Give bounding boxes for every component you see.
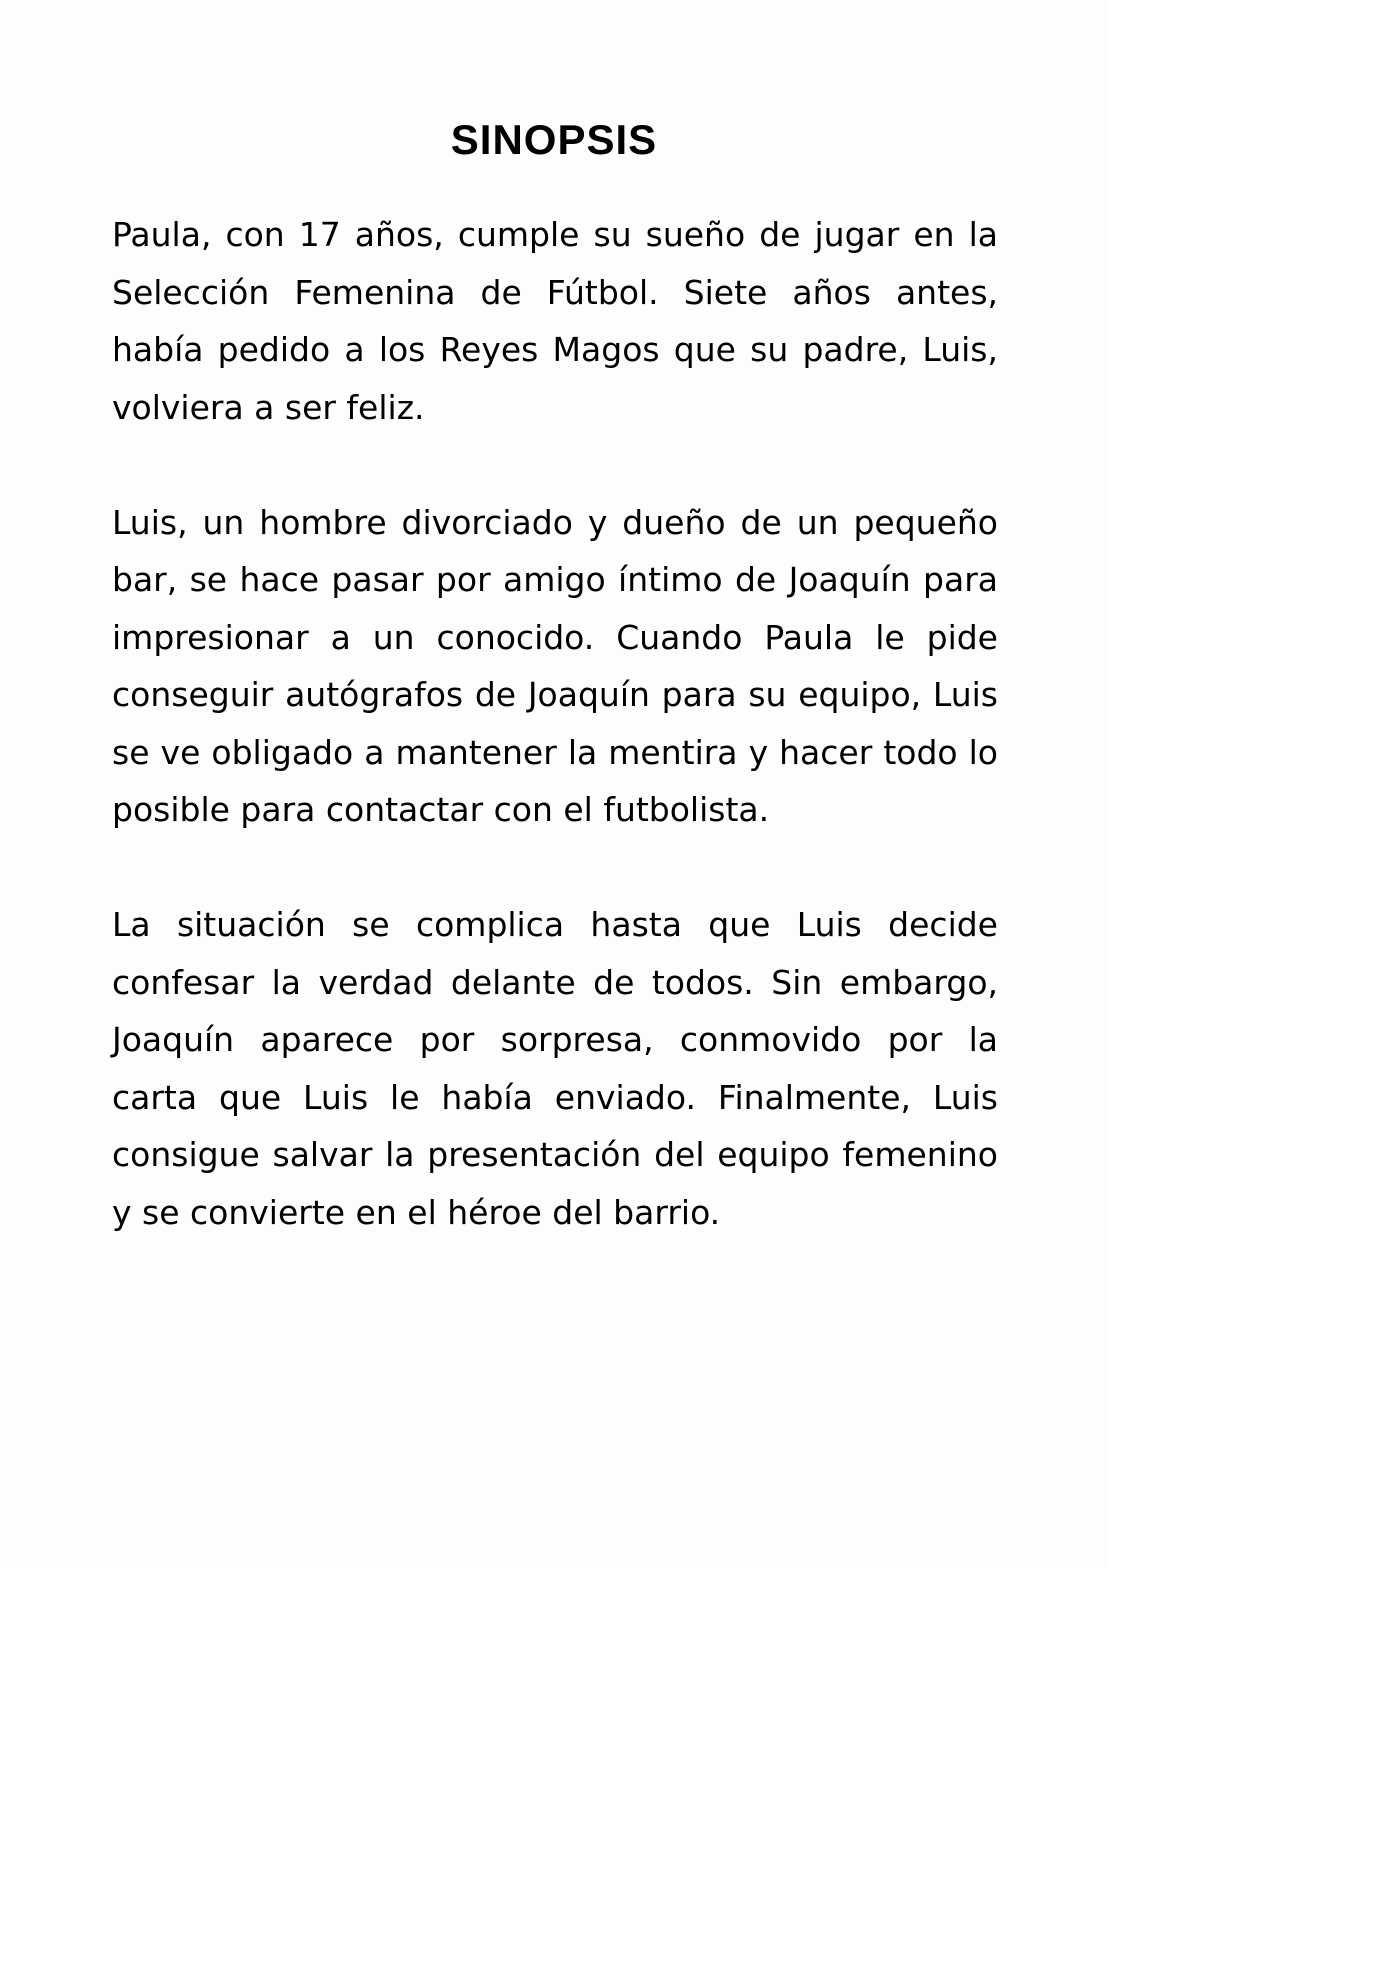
synopsis-paragraph-1: Paula, con 17 años, cumple su sueño de jugar en la Selección Femenina de Fútbol. Siete años antes, había pedido a los Reyes Magos que su padre, Luis, volviera a ser feliz. — [112, 215, 998, 427]
synopsis-body — [112, 206, 998, 1241]
document-title: SINOPSIS — [450, 116, 658, 163]
synopsis-paragraph-3: La situación se complica hasta que Luis decide confesar la verdad delante de todos. Sin embargo, Joaquín aparece por sorpresa, conmovido por la carta que Luis le había enviado. Finalmente, Luis consigue salvar la presentación del equipo femenino y se convierte en el héroe del barrio. — [112, 905, 998, 1232]
synopsis-paragraph-2: Luis, un hombre divorciado y dueño de un pequeño bar, se hace pasar por amigo íntimo de Joaquín para impresionar a un conocido. Cuando Paula le pide conseguir autógrafos de Joaquín para su equipo, Luis se ve obligado a mantener la mentira y hacer todo lo posible para contactar con el futbolista. — [112, 502, 998, 829]
